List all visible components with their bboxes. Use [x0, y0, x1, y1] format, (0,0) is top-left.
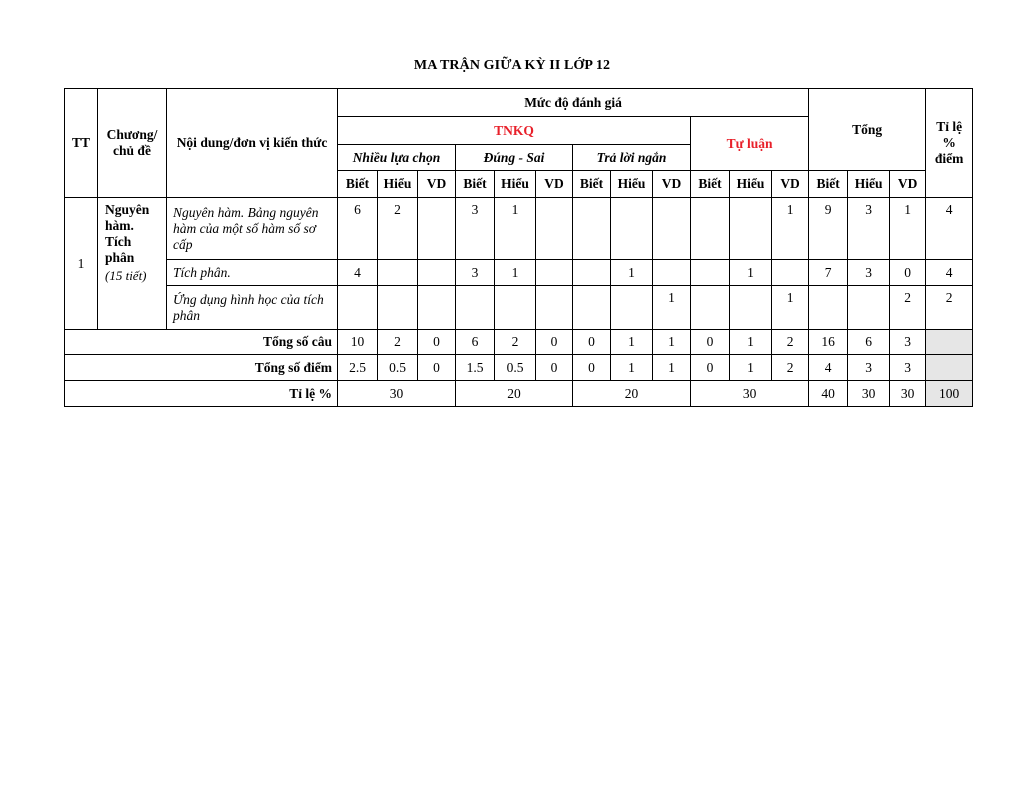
- data-cell: 1: [653, 286, 691, 330]
- data-cell: 2: [495, 330, 536, 355]
- data-cell: 3: [890, 355, 926, 381]
- total-hieu-header: Hiểu: [848, 171, 890, 198]
- data-cell: 2.5: [338, 355, 378, 381]
- data-cell: 1: [730, 260, 772, 286]
- data-cell: [611, 198, 653, 260]
- data-cell: [495, 286, 536, 330]
- total-percent: 100: [926, 381, 973, 407]
- short-biet-header: Biết: [573, 171, 611, 198]
- data-cell: [653, 260, 691, 286]
- table-row: [65, 198, 973, 260]
- data-cell: 1: [653, 330, 691, 355]
- data-cell: [653, 198, 691, 260]
- short-answer-percent: 20: [573, 381, 691, 407]
- empty-shaded-cell: [926, 355, 973, 381]
- data-cell: [691, 198, 730, 260]
- data-cell: 2: [926, 286, 973, 330]
- data-cell: 6: [456, 330, 495, 355]
- data-cell: [611, 286, 653, 330]
- total-vd-header: VD: [890, 171, 926, 198]
- essay-hieu-header: Hiểu: [730, 171, 772, 198]
- data-cell: [691, 286, 730, 330]
- essay-header: Tự luận: [691, 117, 809, 171]
- mcq-vd-header: VD: [418, 171, 456, 198]
- data-cell: [573, 198, 611, 260]
- data-cell: 0: [418, 355, 456, 381]
- data-cell: [536, 260, 573, 286]
- true-false-percent: 20: [456, 381, 573, 407]
- mcq-hieu-header: Hiểu: [378, 171, 418, 198]
- data-cell: [573, 286, 611, 330]
- hieu-percent: 30: [848, 381, 890, 407]
- data-cell: [456, 286, 495, 330]
- data-cell: 2: [378, 198, 418, 260]
- content-cell: Ứng dụng hình học của tích phân: [167, 286, 338, 330]
- data-cell: [730, 198, 772, 260]
- data-cell: 1: [772, 286, 809, 330]
- data-cell: [378, 260, 418, 286]
- data-cell: 1: [653, 355, 691, 381]
- data-cell: [772, 260, 809, 286]
- data-cell: [418, 286, 456, 330]
- data-cell: [691, 260, 730, 286]
- data-cell: 1: [772, 198, 809, 260]
- tf-biet-header: Biết: [456, 171, 495, 198]
- data-cell: 0: [691, 330, 730, 355]
- data-cell: 1.5: [456, 355, 495, 381]
- vd-percent: 30: [890, 381, 926, 407]
- data-cell: [573, 260, 611, 286]
- data-cell: 1: [495, 260, 536, 286]
- data-cell: [536, 198, 573, 260]
- chapter-hours: (15 tiết): [105, 268, 147, 283]
- essay-biet-header: Biết: [691, 171, 730, 198]
- data-cell: 6: [338, 198, 378, 260]
- data-cell: 0: [573, 330, 611, 355]
- data-cell: [378, 286, 418, 330]
- chapter-header: Chương/ chủ đề: [98, 89, 167, 198]
- chapter-cell: [98, 198, 167, 330]
- data-cell: 1: [730, 330, 772, 355]
- percent-row: [65, 381, 973, 407]
- data-cell: [730, 286, 772, 330]
- tnkq-header: TNKQ: [338, 117, 691, 145]
- biet-percent: 40: [809, 381, 848, 407]
- assessment-matrix-table: [64, 88, 973, 407]
- data-cell: 1: [611, 330, 653, 355]
- page-title: MA TRẬN GIỮA KỲ II LỚP 12: [413, 58, 611, 73]
- data-cell: 3: [456, 260, 495, 286]
- data-cell: 2: [890, 286, 926, 330]
- short-vd-header: VD: [653, 171, 691, 198]
- data-cell: 0.5: [378, 355, 418, 381]
- total-header: Tổng: [809, 89, 926, 171]
- data-cell: 2: [772, 330, 809, 355]
- percent-label: Tỉ lệ %: [65, 381, 338, 407]
- short-answer-header: Trả lời ngắn: [573, 145, 691, 171]
- data-cell: 2: [772, 355, 809, 381]
- assessment-level-header: Mức độ đánh giá: [338, 89, 809, 117]
- data-cell: 1: [611, 260, 653, 286]
- data-cell: 4: [926, 260, 973, 286]
- data-cell: 4: [809, 355, 848, 381]
- content-cell: Nguyên hàm. Bảng nguyên hàm của một số hàm số sơ cấp: [167, 198, 338, 260]
- mcq-biet-header: Biết: [338, 171, 378, 198]
- content-cell: Tích phân.: [167, 260, 338, 286]
- table-row: [65, 286, 973, 330]
- data-cell: 3: [848, 355, 890, 381]
- content-header: Nội dung/đơn vị kiến thức: [167, 89, 338, 198]
- mcq-header: Nhiều lựa chọn: [338, 145, 456, 171]
- tt-header: TT: [65, 89, 98, 198]
- data-cell: 6: [848, 330, 890, 355]
- mcq-percent: 30: [338, 381, 456, 407]
- data-cell: 9: [809, 198, 848, 260]
- data-cell: 0: [536, 330, 573, 355]
- data-cell: 0: [536, 355, 573, 381]
- tf-vd-header: VD: [536, 171, 573, 198]
- data-cell: 16: [809, 330, 848, 355]
- data-cell: 1: [890, 198, 926, 260]
- data-cell: 0: [691, 355, 730, 381]
- data-cell: [338, 286, 378, 330]
- data-cell: 4: [926, 198, 973, 260]
- short-hieu-header: Hiểu: [611, 171, 653, 198]
- data-cell: 1: [495, 198, 536, 260]
- table-row: [65, 260, 973, 286]
- data-cell: [536, 286, 573, 330]
- chapter-number: 1: [65, 198, 98, 330]
- data-cell: [848, 286, 890, 330]
- data-cell: 3: [848, 260, 890, 286]
- data-cell: 3: [890, 330, 926, 355]
- total-questions-label: Tổng số câu: [65, 330, 338, 355]
- essay-vd-header: VD: [772, 171, 809, 198]
- essay-percent: 30: [691, 381, 809, 407]
- data-cell: [418, 198, 456, 260]
- data-cell: 10: [338, 330, 378, 355]
- ratio-header: Tỉ lệ % điểm: [926, 89, 973, 198]
- data-cell: 3: [848, 198, 890, 260]
- total-points-label: Tổng số điểm: [65, 355, 338, 381]
- data-cell: 7: [809, 260, 848, 286]
- total-questions-row: [65, 330, 973, 355]
- data-cell: 0.5: [495, 355, 536, 381]
- true-false-header: Đúng - Sai: [456, 145, 573, 171]
- data-cell: 2: [378, 330, 418, 355]
- data-cell: 1: [611, 355, 653, 381]
- data-cell: [418, 260, 456, 286]
- total-biet-header: Biết: [809, 171, 848, 198]
- data-cell: 4: [338, 260, 378, 286]
- data-cell: [809, 286, 848, 330]
- data-cell: 3: [456, 198, 495, 260]
- tf-hieu-header: Hiểu: [495, 171, 536, 198]
- data-cell: 0: [573, 355, 611, 381]
- data-cell: 0: [890, 260, 926, 286]
- data-cell: 1: [730, 355, 772, 381]
- total-points-row: [65, 355, 973, 381]
- data-cell: 0: [418, 330, 456, 355]
- chapter-name: Nguyên hàm. Tích phân: [105, 202, 150, 265]
- empty-shaded-cell: [926, 330, 973, 355]
